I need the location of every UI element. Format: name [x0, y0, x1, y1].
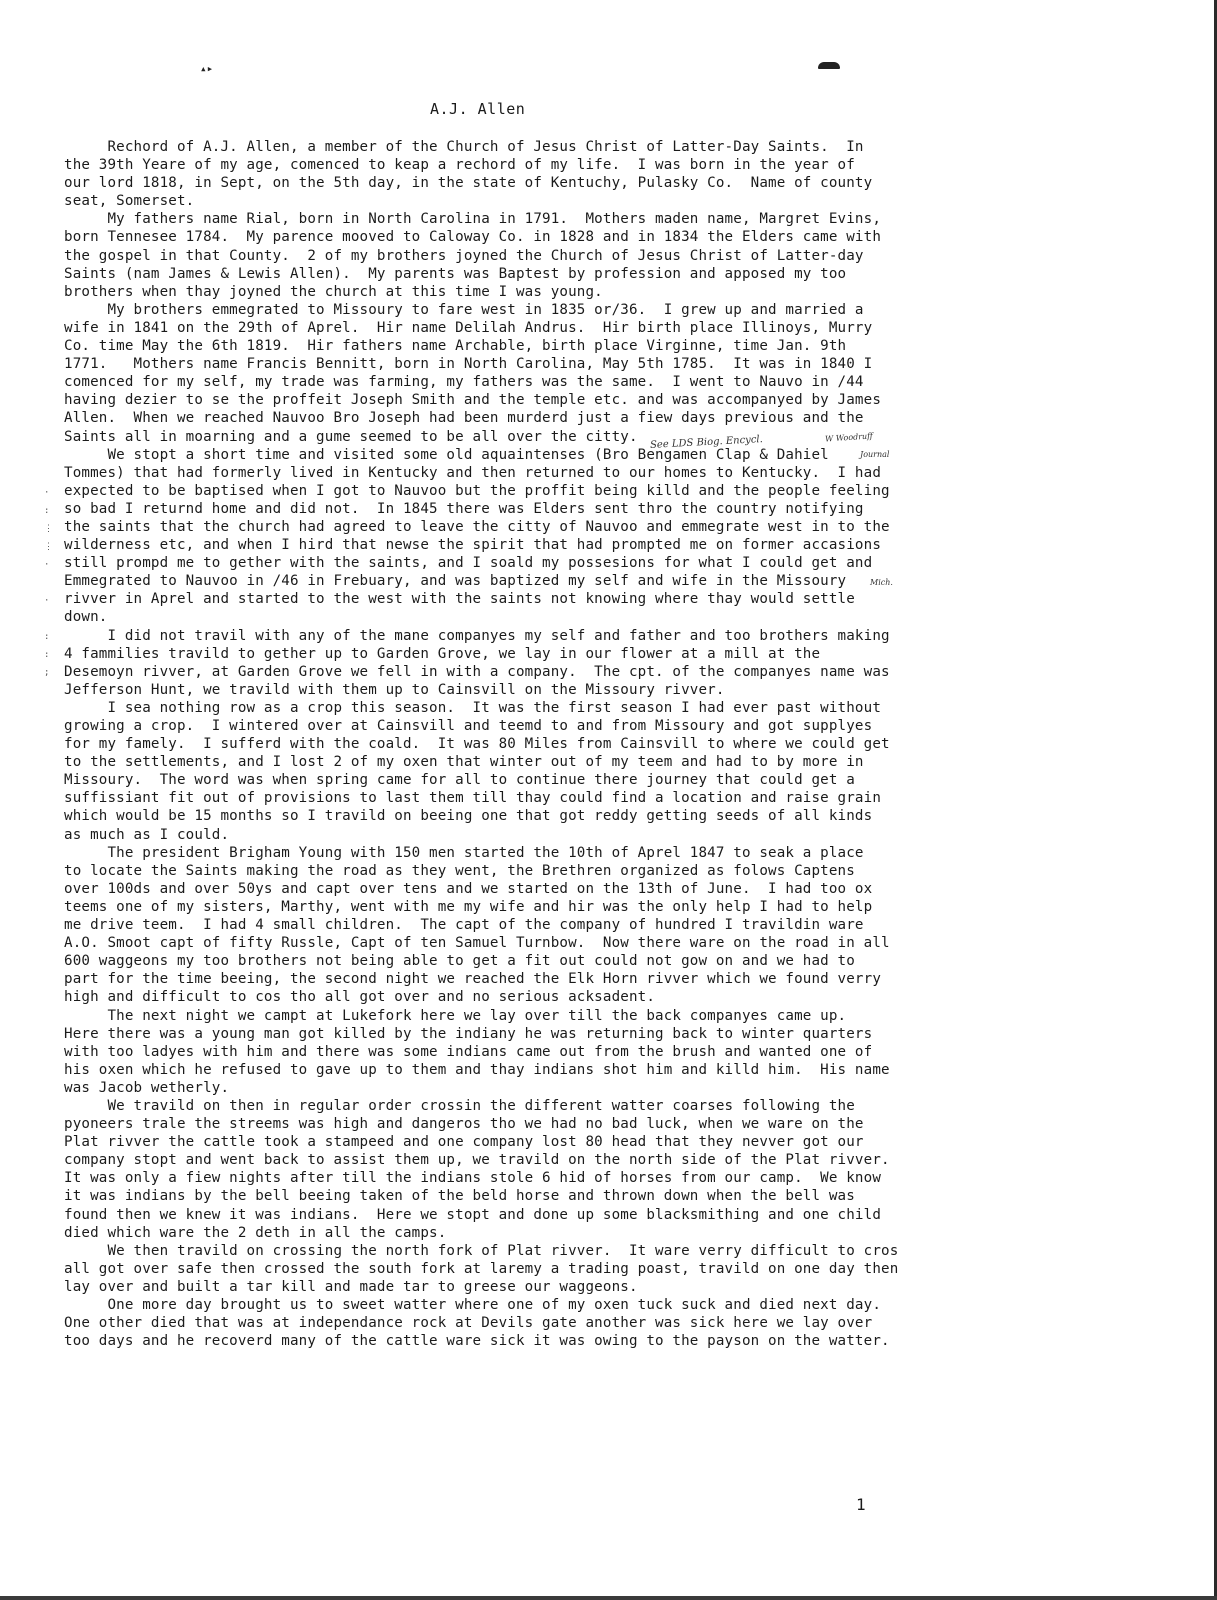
text-line: Jefferson Hunt, we travild with them up to Cainsvill on the Missoury rivver. — [64, 681, 725, 698]
page-edge — [0, 1596, 1217, 1600]
paragraph — [64, 1296, 936, 1350]
text-line: his oxen which he refused to gave up to them and thay indians shot him and killd him. His name — [64, 1061, 890, 1078]
document-body — [64, 138, 936, 1350]
text-line: the gospel in that County. 2 of my brothers joyned the Church of Jesus Christ of Latter-day — [64, 247, 864, 264]
text-line: 1771. Mothers name Francis Bennitt, born in North Carolina, May 5th 1785. It was in 1840 I — [64, 356, 873, 373]
text-line: 4 fammilies travild to gether up to Garden Grove, we lay in our flower at a mill at the — [64, 645, 821, 662]
text-line: born Tennesee 1784. My parence mooved to Caloway Co. in 1828 and in 1834 the Elders came with — [64, 229, 882, 246]
text-line: died which ware the 2 deth in all the camps. — [64, 1224, 447, 1241]
text-line: growing a crop. I wintered over at Cainsvill and teemd to and from Missoury and got supplyes — [64, 718, 873, 734]
text-line: expected to be baptised when I got to Nauvoo but the proffit being killd and the people feeling — [64, 482, 890, 499]
text-line: brothers when thay joyned the church at this time I was young. — [64, 283, 603, 300]
paragraph — [64, 1007, 936, 1097]
text-line: We then travild on crossing the north fork of Plat rivver. It ware verry difficult to cros — [64, 1242, 899, 1259]
text-line: all got over safe then crossed the south fork at laremy a trading poast, travild on one day then — [64, 1260, 899, 1277]
text-line: A.O. Smoot capt of fifty Russle, Capt of ten Samuel Turnbow. Now there ware on the road in all — [64, 935, 890, 952]
text-line: part for the time beeing, the second night we reached the Elk Horn rivver which we found verry — [64, 971, 882, 988]
paragraph — [64, 627, 936, 699]
text-line: One more day brought us to sweet watter where one of my oxen tuck suck and died next day. — [64, 1297, 882, 1313]
text-line: Allen. When we reached Nauvoo Bro Joseph had been murderd just a fiew days previous and the — [64, 410, 864, 427]
text-line: My fathers name Rial, born in North Carolina in 1791. Mothers maden name, Margret Evins, — [64, 211, 882, 228]
paragraph — [64, 210, 936, 300]
text-line: 600 waggeons my too brothers not being able to get a fit out could not gow on and we had to — [64, 953, 855, 970]
paragraph — [64, 446, 936, 627]
paragraph — [64, 301, 936, 446]
paragraph — [64, 138, 936, 210]
handwritten-note: Journal — [860, 450, 890, 459]
text-line: over 100ds and over 50ys and capt over tens and we started on the 13th of June. I had too ox — [64, 880, 873, 897]
text-line: suffissiant fit out of provisions to last them till thay could find a location and raise grain — [64, 790, 882, 807]
text-line: Desemoyn rivver, at Garden Grove we fell in with a company. The cpt. of the companyes name was — [64, 663, 890, 680]
text-line: was Jacob wetherly. — [64, 1079, 230, 1096]
text-line: so bad I returnd home and did not. In 1845 there was Elders sent thro the country notifying — [64, 500, 864, 517]
text-line: I sea nothing row as a crop this season. It was the first season I had ever past without — [64, 699, 882, 716]
text-line: rivver in Aprel and started to the west with the saints not knowing where thay would settle — [64, 591, 855, 608]
text-line: The president Brigham Young with 150 men started the 10th of Aprel 1847 to seak a place — [64, 844, 864, 861]
text-line: lay over and built a tar kill and made tar to greese our waggeons. — [64, 1278, 638, 1295]
text-line: wilderness etc, and when I hird that newse the spirit that had prompted me on former accasions — [64, 537, 882, 554]
text-line: Co. time May the 6th 1819. Hir fathers name Archable, birth place Virginne, time Jan. 9th — [64, 338, 847, 355]
text-line: Rechord of A.J. Allen, a member of the Church of Jesus Christ of Latter-Day Saints. In — [64, 139, 864, 155]
text-line: It was only a fiew nights after till the indians stole 6 hid of horses from our camp. We know — [64, 1170, 882, 1187]
text-line: One other died that was at independance rock at Devils gate another was sick here we lay over — [64, 1315, 873, 1332]
text-line: as much as I could. — [64, 826, 230, 843]
text-line: too days and he recoverd many of the cattle ware sick it was owing to the payson on the watter. — [64, 1333, 890, 1350]
text-line: me drive teem. I had 4 small children. The capt of the company of hundred I travildin ware — [64, 917, 864, 934]
text-line: pyoneers trale the streems was high and dangeros tho we had no bad luck, when we ware on the — [64, 1116, 864, 1133]
document-title: A.J. Allen — [430, 100, 526, 118]
text-line: comenced for my self, my trade was farming, my fathers was the same. I went to Nauvo in /44 — [64, 374, 864, 391]
text-line: My brothers emmegrated to Missoury to fare west in 1835 or/36. I grew up and married a — [64, 301, 864, 318]
text-line: the 39th Yeare of my age, comenced to keap a rechord of my life. I was born in the year of — [64, 157, 855, 174]
paragraph — [64, 1097, 936, 1242]
text-line: high and difficult to cos tho all got over and no serious acksadent. — [64, 989, 656, 1006]
text-line: I did not travil with any of the mane companyes my self and father and too brothers making — [64, 627, 890, 644]
paragraph — [64, 1242, 936, 1296]
handwritten-note: Mich. — [870, 578, 893, 587]
text-line: Here there was a young man got killed by the indiany he was returning back to winter quarters — [64, 1025, 873, 1042]
text-line: wife in 1841 on the 29th of Aprel. Hir name Delilah Andrus. Hir birth place Illinoys, Murry — [64, 319, 873, 336]
text-line: with too ladyes with him and there was some indians came out from the brush and wanted one of — [64, 1043, 873, 1060]
text-line: The next night we campt at Lukefork here we lay over till the back companyes came up. — [64, 1007, 847, 1024]
text-line: seat, Somerset. — [64, 193, 195, 210]
text-line: still prompd me to gether with the saints, and I soald my possesions for what I could get and — [64, 555, 873, 572]
text-line: Saints (nam James & Lewis Allen). My parents was Baptest by profession and apposed my too — [64, 265, 847, 282]
page-number: 1 — [856, 1495, 866, 1514]
scan-mark — [818, 62, 840, 69]
margin-marks: · : ⋮ ⋮ · · : : ; — [44, 488, 53, 678]
text-line: which would be 15 months so I travild on beeing one that got reddy getting seeds of all kinds — [64, 808, 873, 825]
text-line: We travild on then in regular order crossin the different watter coarses following the — [64, 1097, 855, 1114]
handwritten-note: W Woodruff — [824, 431, 874, 444]
text-line: for my famely. I sufferd with the coald. It was 80 Miles from Cainsvill to where we could get — [64, 736, 890, 753]
text-line: teems one of my sisters, Marthy, went with me my wife and hir was the only help I had to help — [64, 898, 873, 915]
text-line: found then we knew it was indians. Here we stopt and done up some blacksmithing and one child — [64, 1206, 882, 1223]
text-line: to the settlements, and I lost 2 of my oxen that winter out of my teem and had to by more in — [64, 754, 864, 771]
text-line: Missoury. The word was when spring came for all to continue there journey that could get a — [64, 772, 855, 789]
text-line: Saints all in moarning and a gume seemed to be all over the citty. — [64, 428, 638, 445]
text-line: it was indians by the bell beeing taken of the beld horse and thrown down when the bell was — [64, 1188, 855, 1205]
text-line: Plat rivver the cattle took a stampeed and one company lost 80 head that they nevver got our — [64, 1134, 864, 1151]
text-line: having dezier to se the proffeit Joseph Smith and the temple etc. and was accompanyed by James — [64, 392, 882, 409]
handwritten-note: See LDS Biog. Encycl. — [649, 434, 764, 451]
paragraph — [64, 699, 936, 844]
scan-mark: ▴▸ — [200, 62, 214, 75]
text-line: Emmegrated to Nauvoo in /46 in Frebuary, and was baptized my self and wife in the Missoury — [64, 573, 847, 590]
text-line: to locate the Saints making the road as they went, the Brethren organized as folows Captens — [64, 862, 855, 879]
paragraph — [64, 844, 936, 1007]
text-line: We stopt a short time and visited some old aquaintenses (Bro Bengamen Clap & Dahiel — [64, 446, 829, 463]
text-line: our lord 1818, in Sept, on the 5th day, in the state of Kentuchy, Pulasky Co. Name of county — [64, 175, 873, 192]
text-line: down. — [64, 609, 108, 626]
text-line: Tommes) that had formerly lived in Kentucky and then returned to our homes to Kentucky. I had — [64, 464, 882, 481]
text-line: the saints that the church had agreed to leave the citty of Nauvoo and emmegrate west in to the — [64, 518, 890, 535]
text-line: company stopt and went back to assist them up, we travild on the north side of the Plat rivver. — [64, 1152, 890, 1169]
